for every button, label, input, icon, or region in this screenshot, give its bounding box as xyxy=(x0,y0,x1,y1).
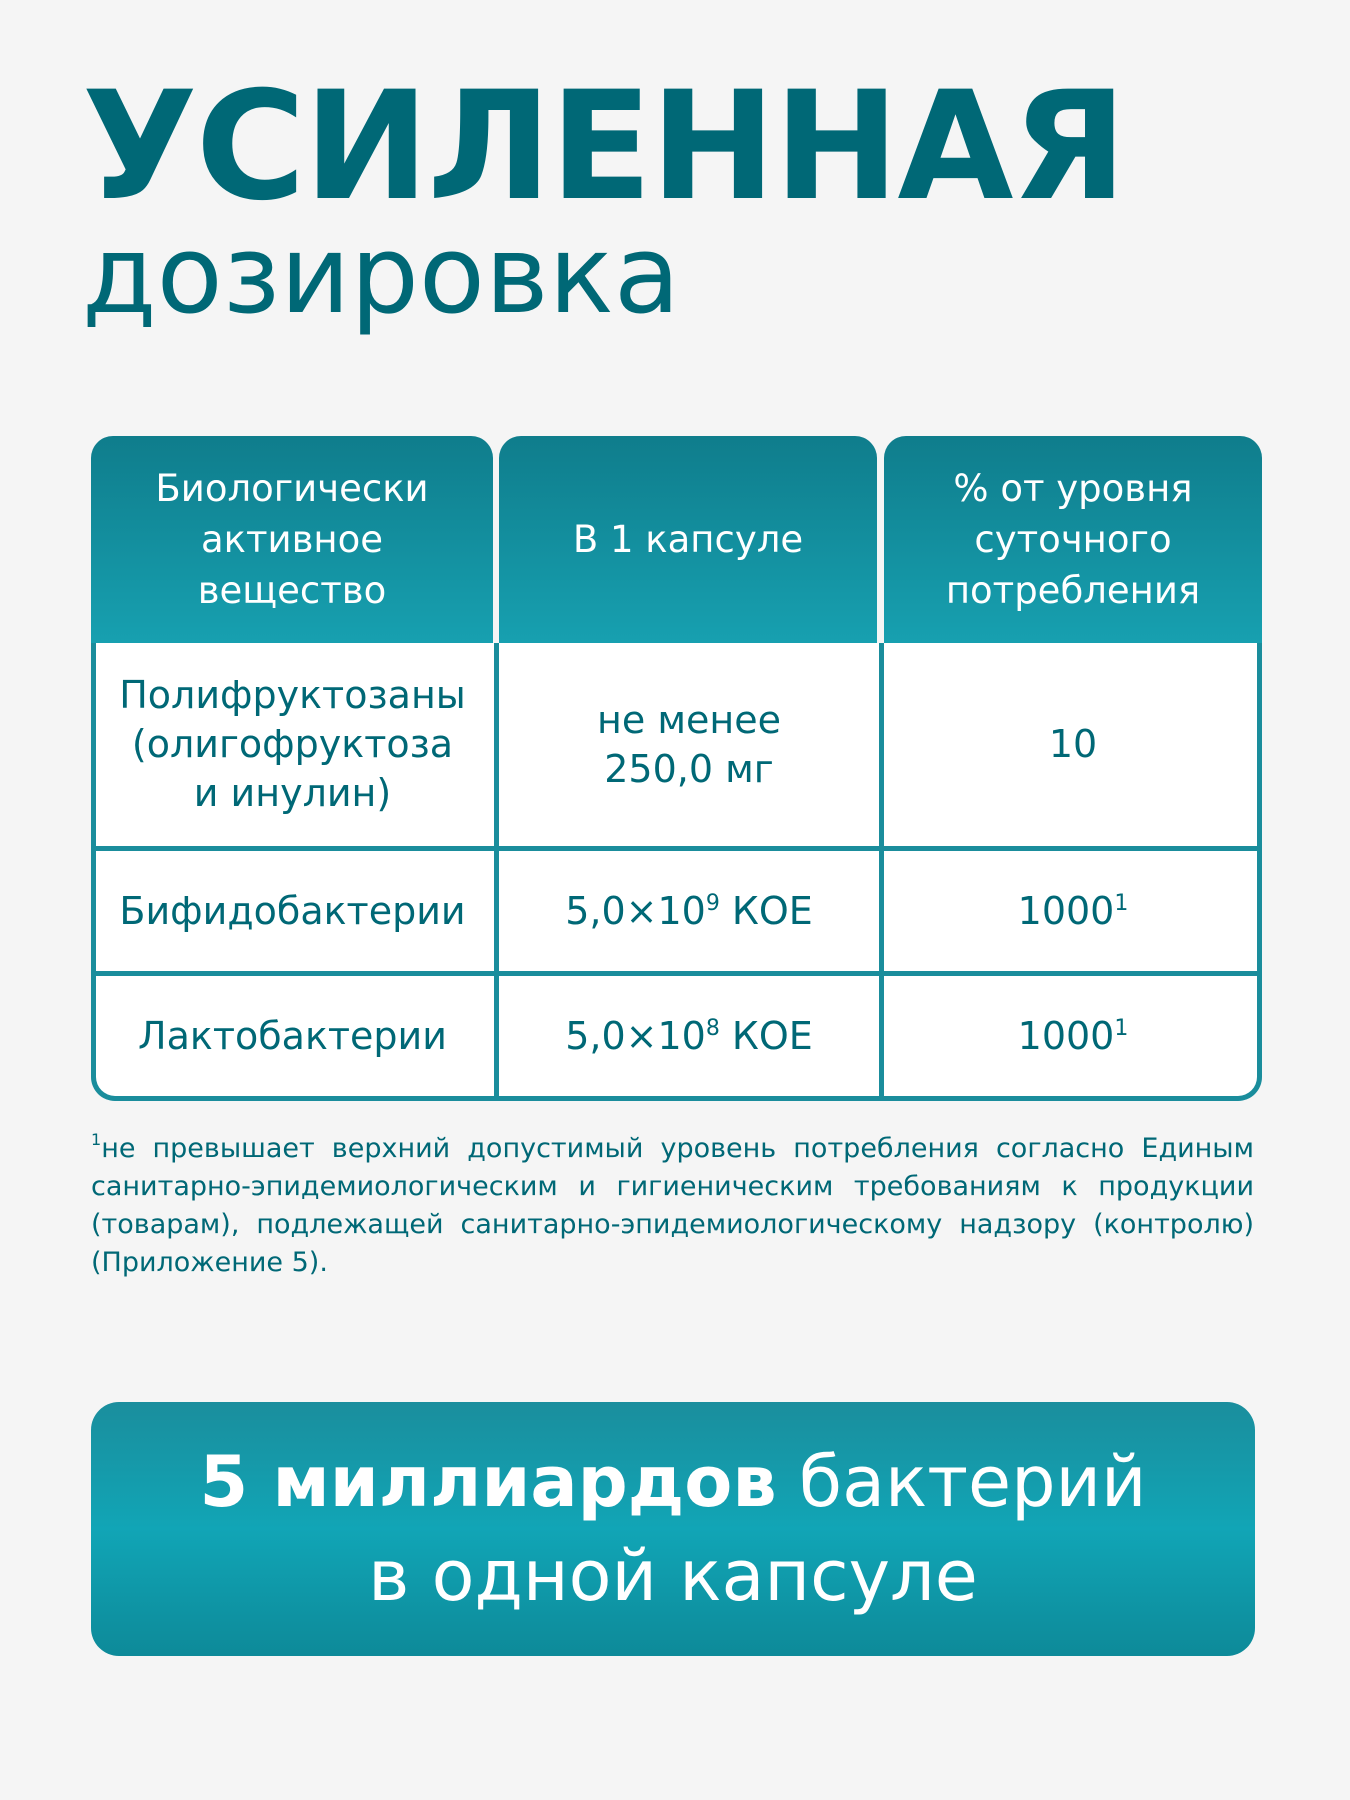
per-capsule-base: 5,0×10 xyxy=(565,1013,706,1058)
table-row-1-per-capsule xyxy=(499,643,879,846)
table-row-1-daily-percent xyxy=(884,643,1262,846)
header-per-capsule xyxy=(499,436,877,643)
banner-highlight: 5 миллиардов xyxy=(199,1441,777,1523)
header-substance-line: активное xyxy=(200,518,383,561)
header-daily-line: потребления xyxy=(945,569,1201,612)
header-daily-line: суточного xyxy=(974,518,1172,561)
nutrition-table xyxy=(91,436,1262,1101)
header-substance-line: вещество xyxy=(197,569,387,612)
banner-line-2: в одной капсуле xyxy=(368,1535,978,1617)
substance-line: Полифруктозаны xyxy=(119,673,466,717)
footnote xyxy=(91,1130,1254,1282)
footnote-mark: 1 xyxy=(91,1130,102,1149)
table-row-3-per-capsule xyxy=(499,976,879,1096)
per-capsule-unit: КОЕ xyxy=(719,888,813,933)
table-row-3-substance xyxy=(91,976,494,1096)
banner-line-1 xyxy=(199,1435,1146,1529)
table-row-3-daily-percent xyxy=(884,976,1262,1096)
substance-name: Бифидобактерии xyxy=(119,888,466,933)
per-capsule-line: не менее xyxy=(597,697,781,742)
promo-banner xyxy=(91,1402,1255,1656)
header-substance xyxy=(91,436,493,643)
per-capsule-exponent: 8 xyxy=(705,1015,720,1041)
banner-text: бактерий xyxy=(776,1441,1147,1523)
daily-percent-value: 1000 xyxy=(1017,888,1115,933)
table-row-1-substance xyxy=(91,643,494,846)
header-daily-line: % от уровня xyxy=(953,467,1193,510)
page-title: УСИЛЕННАЯ xyxy=(82,60,1125,234)
substance-line: (олигофруктоза xyxy=(131,722,454,766)
per-capsule-unit: КОЕ xyxy=(719,1013,813,1058)
table-row-2-per-capsule xyxy=(499,851,879,971)
footnote-mark: 1 xyxy=(1114,890,1129,916)
per-capsule-base: 5,0×10 xyxy=(565,888,706,933)
daily-percent-value: 1000 xyxy=(1017,1013,1115,1058)
page-subtitle: дозировка xyxy=(82,213,681,338)
substance-name: Лактобактерии xyxy=(138,1013,447,1058)
header-per-capsule-label: В 1 капсуле xyxy=(572,518,804,561)
daily-percent-value: 10 xyxy=(1048,722,1098,766)
header-daily-percent xyxy=(884,436,1262,643)
table-row-2-substance xyxy=(91,851,494,971)
header-substance-line: Биологически xyxy=(155,467,429,510)
per-capsule-line: 250,0 мг xyxy=(604,746,774,791)
footnote-mark: 1 xyxy=(1114,1015,1129,1041)
substance-line: и инулин) xyxy=(193,771,392,815)
table-row-2-daily-percent xyxy=(884,851,1262,971)
per-capsule-exponent: 9 xyxy=(705,890,720,916)
footnote-text: не превышает верхний допустимый уровень потребления согласно Единым санитарно-эпидемиологическим и гигиеническим требованиям к продукции (товарам), подлежащей санитарно-эпидемиологическому надзору (контролю) (Приложение 5). xyxy=(91,1133,1254,1278)
